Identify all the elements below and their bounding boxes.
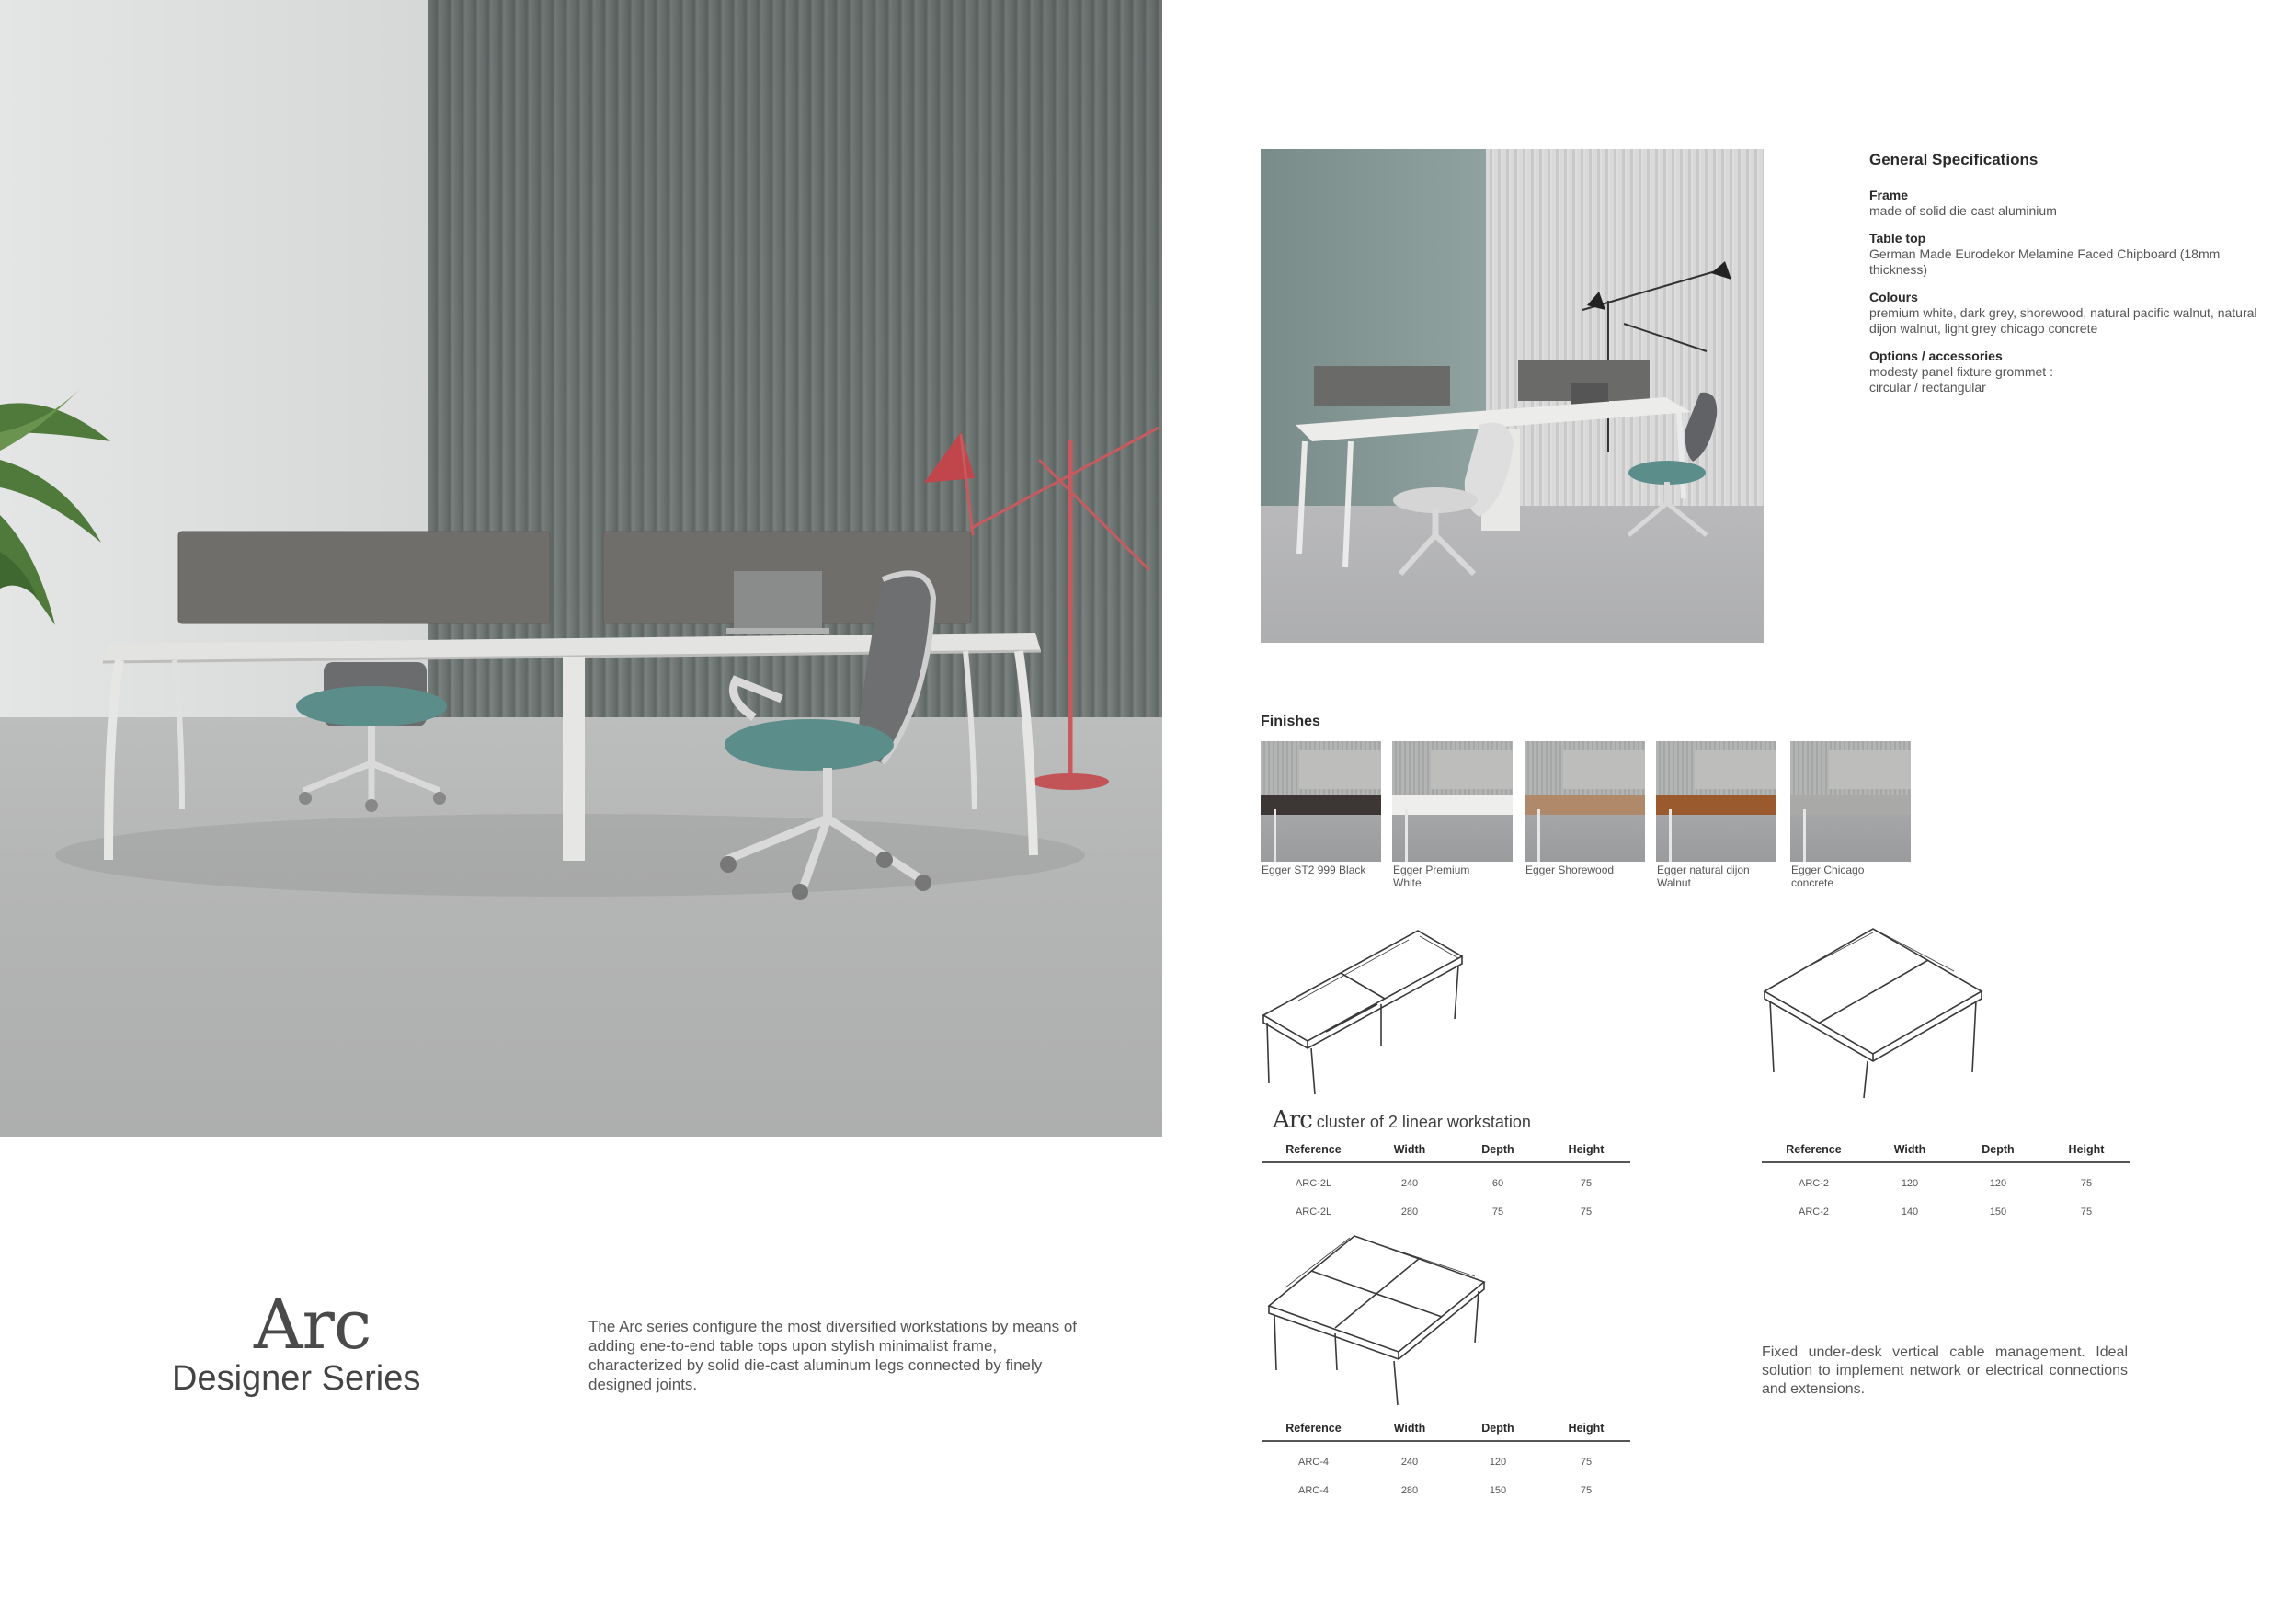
header-width: Width xyxy=(1365,1143,1454,1162)
table-row xyxy=(1262,1197,1630,1226)
brand-subtitle: Designer Series xyxy=(172,1359,421,1398)
header-width: Width xyxy=(1866,1143,1954,1162)
linear-caption xyxy=(1273,1106,1531,1134)
cell: 75 xyxy=(2080,1177,2093,1189)
spec-value: modesty panel fixture grommet : circular / rectangular xyxy=(1869,364,2053,395)
finish-label: Egger Shorewood xyxy=(1525,863,1615,876)
table-row xyxy=(1762,1162,2130,1197)
cell: ARC-2L xyxy=(1295,1177,1332,1189)
table-linear-dimensions xyxy=(1262,1143,1630,1226)
spec-item-colours xyxy=(1869,289,2274,337)
finish-swatch-black xyxy=(1261,741,1381,862)
finish-label: Egger ST2 999 Black xyxy=(1262,863,1366,876)
spec-item-table-top xyxy=(1869,230,2274,278)
finish-swatch-dijon-walnut xyxy=(1656,741,1776,862)
table-cluster4-dimensions xyxy=(1262,1422,1630,1504)
header-height: Height xyxy=(1542,1143,1630,1162)
cell: 280 xyxy=(1400,1206,1419,1218)
finish-label: Egger Premium White xyxy=(1393,863,1470,889)
cell: ARC-4 xyxy=(1297,1484,1329,1496)
swatch-color xyxy=(1392,795,1513,815)
swatch-color xyxy=(1525,795,1645,815)
cell: 75 xyxy=(1580,1456,1593,1468)
plant-illustration xyxy=(0,386,110,625)
finish-swatch-chicago-concrete xyxy=(1790,741,1911,862)
caption-text: cluster of 2 linear workstation xyxy=(1316,1113,1531,1131)
spec-value: premium white, dark grey, shorewood, natural pacific walnut, natural dijon walnut, light grey chicago concrete xyxy=(1869,305,2257,336)
header-depth: Depth xyxy=(1454,1143,1542,1162)
header-reference: Reference xyxy=(1262,1422,1365,1441)
swatch-color xyxy=(1261,795,1381,815)
finishes-title: Finishes xyxy=(1261,714,1320,729)
privacy-screen-left xyxy=(178,532,550,623)
spec-label: Options / accessories xyxy=(1869,349,2003,363)
header-height: Height xyxy=(2042,1143,2130,1162)
finish-label: Egger natural dijon Walnut xyxy=(1657,863,1750,889)
spec-label: Table top xyxy=(1869,231,1926,246)
brand-title: Arc xyxy=(254,1286,371,1365)
spec-photo xyxy=(1261,149,1764,643)
cell: ARC-4 xyxy=(1297,1456,1329,1468)
diagram-linear-workstation xyxy=(1262,927,1473,1102)
cell: 240 xyxy=(1400,1177,1419,1189)
header-width: Width xyxy=(1365,1422,1454,1441)
cell: 75 xyxy=(1491,1206,1504,1218)
header-reference: Reference xyxy=(1262,1143,1365,1162)
finish-label: Egger Chicago concrete xyxy=(1791,863,1865,889)
diagram-pair-workstation xyxy=(1763,925,1983,1100)
table-row xyxy=(1262,1441,1630,1476)
laptop xyxy=(734,571,822,628)
cell: 150 xyxy=(1489,1484,1507,1496)
header-depth: Depth xyxy=(1454,1422,1542,1441)
hero-photo xyxy=(0,0,1162,1137)
cable-management-note: Fixed under-desk vertical cable management. Ideal solution to implement network or electrical connections and extensions. xyxy=(1762,1344,2128,1397)
spec-value: made of solid die-cast aluminium xyxy=(1869,203,2057,218)
cell: 120 xyxy=(1989,1177,2007,1189)
finish-swatch-shorewood xyxy=(1525,741,1645,862)
cell: 75 xyxy=(1580,1177,1593,1189)
intro-paragraph: The Arc series configure the most diversified workstations by means of adding ene-to-end table tops upon stylish minimalist frame, characterized by solid die-cast aluminum legs connected by finely designed joints. xyxy=(588,1318,1078,1393)
cell: 120 xyxy=(1901,1177,1919,1189)
general-specifications xyxy=(1869,151,2274,406)
table-row xyxy=(1762,1197,2130,1226)
table-row xyxy=(1262,1476,1630,1504)
header-reference: Reference xyxy=(1762,1143,1866,1162)
spec-value: German Made Eurodekor Melamine Faced Chipboard (18mm thickness) xyxy=(1869,246,2221,277)
cell: 150 xyxy=(1989,1206,2007,1218)
spec-item-frame xyxy=(1869,187,2274,219)
cell: 120 xyxy=(1489,1456,1507,1468)
cell: 280 xyxy=(1400,1484,1419,1496)
header-height: Height xyxy=(1542,1422,1630,1441)
cell: ARC-2L xyxy=(1295,1206,1332,1218)
cell: 140 xyxy=(1901,1206,1919,1218)
swatch-color xyxy=(1790,795,1911,815)
specs-title: General Specifications xyxy=(1869,151,2039,168)
cell: ARC-2 xyxy=(1798,1206,1829,1218)
hero-scene xyxy=(0,0,1162,1137)
caption-arc: Arc xyxy=(1273,1106,1312,1134)
cell: 75 xyxy=(1580,1484,1593,1496)
cell: ARC-2 xyxy=(1798,1177,1829,1189)
diagram-cluster-4 xyxy=(1267,1232,1488,1407)
spec-item-options xyxy=(1869,348,2274,395)
spec-label: Frame xyxy=(1869,188,1909,202)
cell: 75 xyxy=(1580,1206,1593,1218)
office-chair-back xyxy=(296,662,447,812)
header-depth: Depth xyxy=(1954,1143,2042,1162)
spec-label: Colours xyxy=(1869,290,1918,304)
table-pair-dimensions xyxy=(1762,1143,2130,1226)
cell: 60 xyxy=(1491,1177,1504,1189)
cell: 240 xyxy=(1400,1456,1419,1468)
cell: 75 xyxy=(2080,1206,2093,1218)
swatch-color xyxy=(1656,795,1776,815)
finish-swatch-white xyxy=(1392,741,1513,862)
table-row xyxy=(1262,1162,1630,1197)
